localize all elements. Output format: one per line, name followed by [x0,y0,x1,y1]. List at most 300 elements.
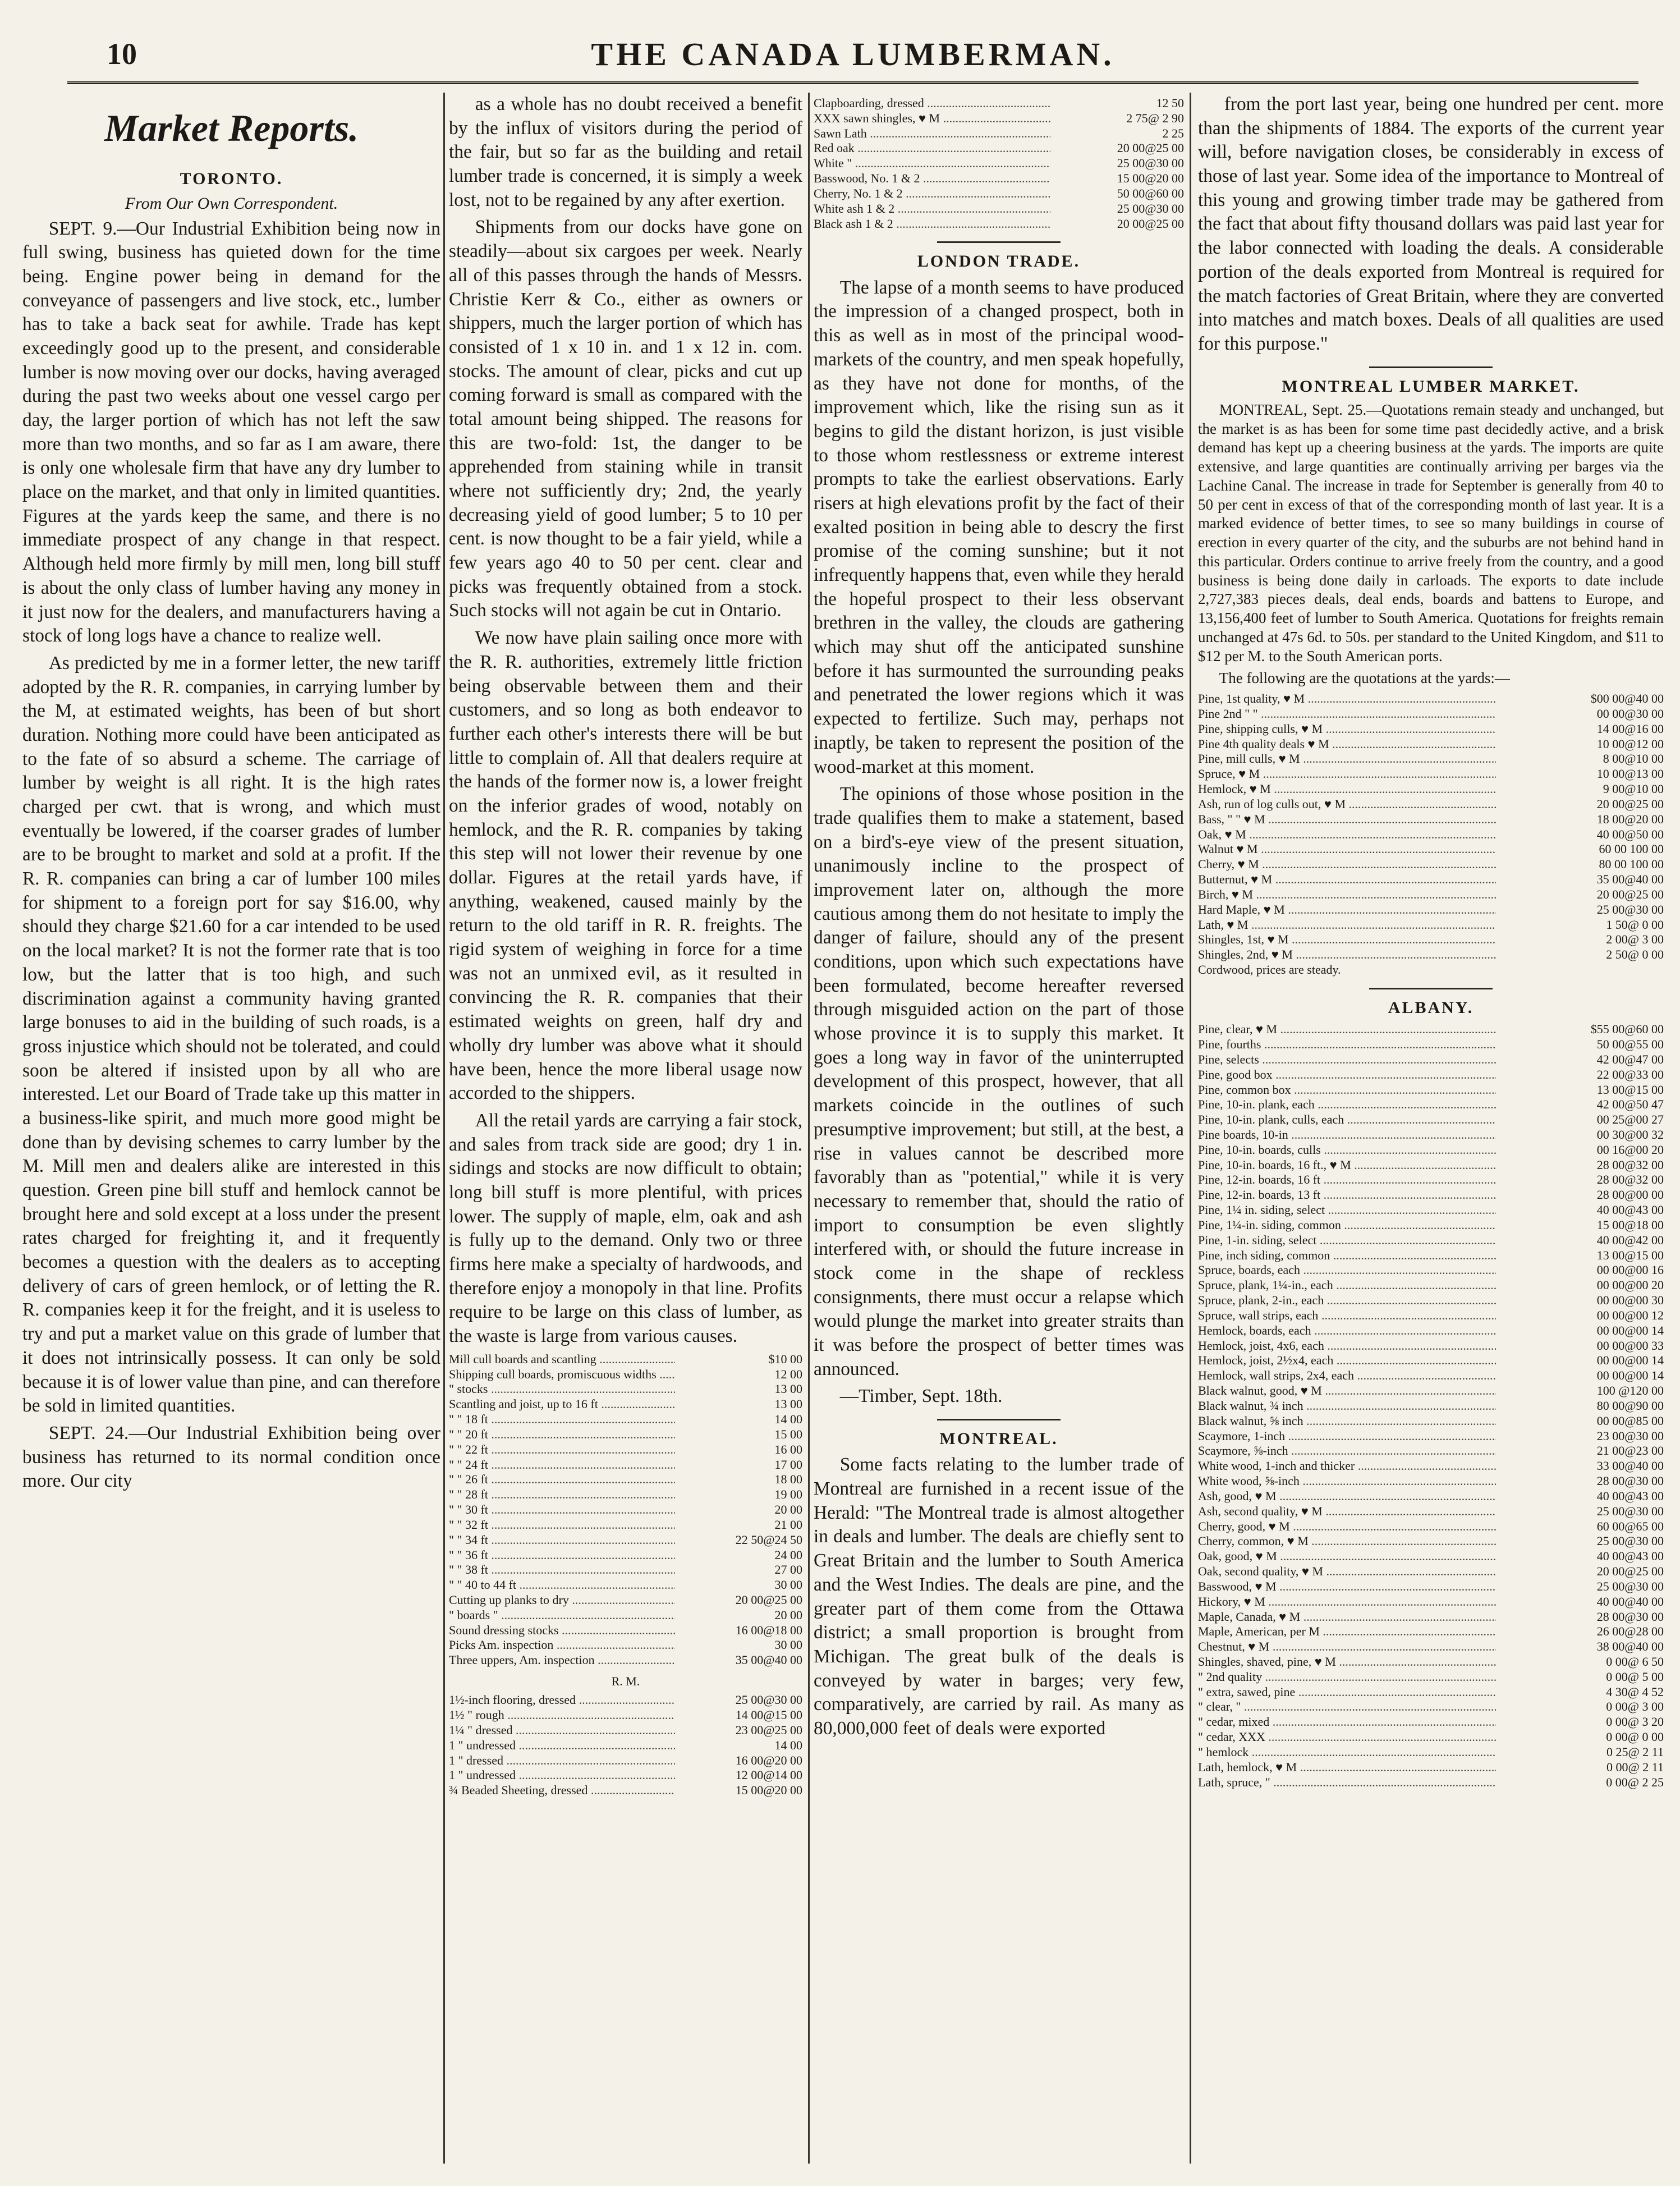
price-value: 16 00 [774,1442,802,1456]
price-row [1198,1248,1664,1263]
price-item: Pine, shipping culls, ♥ M ..... [1198,722,1496,737]
price-value: 00 00@00 30 [1596,1293,1664,1308]
price-value: 0 00@ 2 11 [1606,1759,1664,1774]
price-item: Cherry, good, ♥ M ..... [1198,1519,1496,1534]
price-value: $55 00@60 00 [1590,1022,1664,1037]
price-table [449,1352,802,1668]
price-item: " cedar, XXX ..... [1198,1730,1496,1745]
price-row [1198,1715,1664,1730]
price-item: Shingles, shaved, pine, ♥ M ..... [1198,1655,1496,1670]
price-item: Butternut, ♥ M ..... [1198,872,1496,887]
article-body [449,93,802,1349]
price-item: " " 18 ft ..... [449,1412,675,1427]
price-value: 0 00@ 3 00 [1606,1699,1664,1714]
price-value: 35 00@40 00 [735,1653,802,1667]
price-item: Basswood, No. 1 & 2 ..... [814,171,1050,186]
price-row [1198,1399,1664,1414]
price-value: 00 00@00 12 [1596,1308,1664,1322]
paragraph: The lapse of a month seems to have produced the impression of a changed prospect, both in this as well as in most of the principal wood-markets of the country, and men speak hopefully, as they have not done for months, of the improvement which, like the rising sun as it begins to gild the distant horizon, is just visible to those whom restlessness or extreme interest prompts to take the earliest observations. Early risers at high elevations profit by the fact of their exalted position in being able to descry the first promise of the coming sunshine; but it not infrequently happens that, even while they herald the hopeful prospect to their less observant brethren in the valley, the clouds are gathering which may shut off the anticipated sunshine before it has surmounted the surrounding peaks and penetrated the lower regions which it was expected to fertilize. Such may, perhaps not inaptly, be taken to represent the position of the wood-market at this moment. [814,277,1184,777]
price-row [449,1638,802,1653]
price-item: Spruce, plank, 2-in., each ..... [1198,1293,1496,1308]
price-value: 23 00@30 00 [1596,1428,1664,1443]
price-item: Pine, 10-in. plank, each ..... [1198,1097,1496,1112]
price-value: 15 00@20 00 [735,1783,802,1798]
section-heading: ALBANY. [1388,998,1474,1017]
price-row [449,1458,802,1473]
price-value: 30 00 [774,1578,802,1592]
price-item: Basswood, ♥ M ..... [1198,1579,1496,1594]
price-value: 20 00 [774,1607,802,1622]
price-value: 27 00 [774,1562,802,1577]
paragraph: MONTREAL, Sept. 25.—Quotations remain steady and unchanged, but the market is as has been for some time past decidedly active, and a brisk demand has kept up a cheering business at the yards. The imports are quite extensive, and large quantities are continually arriving per barges via the Lachine Canal. The increase in trade for September is generally from 40 to 50 per cent in excess of that of the corresponding month of last year. It is a marked evidence of better times, to see so many buildings in course of erection in every quarter of the city, and the suburbs are not behind hand in this particular. Orders continue to arrive freely from the country, and a good business is being done daily in carloads. The exports to date include 2,727,383 pieces deals, deal ends, boards and battens to Europe, and 13,156,400 feet of lumber to South America. Quotations for freights remain unchanged at 47s 6d. to 50s. per standard to the United Kingdom, and $11 to $12 per M. to the South American ports. [1198,401,1664,664]
price-row [1198,1143,1664,1158]
price-item: Pine, 1-in. siding, select ..... [1198,1233,1496,1248]
price-row [1198,918,1664,933]
price-item: Mill cull boards and scantling ..... [449,1352,675,1367]
price-item: 1 " dressed ..... [449,1753,675,1768]
price-row [449,1352,802,1367]
price-item: White wood, ⅝-inch ..... [1198,1474,1496,1489]
masthead: THE CANADA LUMBERMAN. [591,36,1115,72]
price-item: Cherry, No. 1 & 2 ..... [814,186,1050,201]
price-row [449,1693,802,1708]
price-value: 00 25@00 27 [1596,1112,1664,1127]
price-row [1198,842,1664,857]
price-value: 25 00@30 00 [1117,156,1184,171]
price-item: " " 22 ft ..... [449,1442,675,1458]
price-value: 16 00@20 00 [735,1753,802,1767]
paragraph: Some facts relating to the lumber trade of Montreal are furnished in a recent issue of the Herald: "The Montreal trade is almost altogether in deals and lumber. The deals are chiefly sent to Great Britain and the lumber to South America and the West Indies. The deals are pine, and the greater part of them come from the Ottawa district; a small proportion is brought from Michigan. The great bulk of the deals is conveyed by water in barges; very few, comparatively, are carried by rail. As many as 80,000,000 feet of deals were exported [814,1454,1184,1739]
price-value: 35 00@40 00 [1596,872,1664,887]
price-row [1198,1052,1664,1067]
price-value: 25 00@30 00 [735,1693,802,1707]
price-item: Cherry, ♥ M ..... [1198,857,1496,872]
price-row [814,186,1184,201]
price-row [1198,1579,1664,1594]
price-row [1198,1128,1664,1143]
price-item: " " 30 ft ..... [449,1502,675,1518]
price-value: 15 00 [774,1427,802,1441]
price-item: Birch, ♥ M ..... [1198,887,1496,902]
price-row [1198,1564,1664,1579]
price-value: 2 75@ 2 90 [1126,111,1184,125]
price-item: 1½ " rough ..... [449,1708,675,1723]
price-row [814,96,1184,111]
price-item: " " 36 ft ..... [449,1548,675,1563]
price-item: Scaymore, 1-inch ..... [1198,1429,1496,1444]
price-item: " extra, sawed, pine ..... [1198,1685,1496,1700]
price-row [814,126,1184,141]
price-row [814,141,1184,156]
divider [1369,988,1493,989]
price-value: 21 00@23 00 [1596,1443,1664,1458]
price-value: 14 00 [774,1738,802,1752]
price-value: 23 00@25 00 [735,1722,802,1737]
price-value: 10 00@12 00 [1596,736,1664,751]
price-item: Pine, fourths ..... [1198,1037,1496,1052]
price-row [1198,1323,1664,1339]
article-body [814,276,1184,1409]
price-value: 0 00@ 5 00 [1606,1669,1664,1684]
price-item: Pine, 1st quality, ♥ M ..... [1198,691,1496,707]
price-item: Scaymore, ⅝-inch ..... [1198,1443,1496,1459]
price-row [449,1472,802,1487]
price-item: Ash, good, ♥ M ..... [1198,1489,1496,1504]
price-item: Cutting up planks to dry ..... [449,1593,675,1608]
price-row [814,111,1184,126]
price-item: Shingles, 2nd, ♥ M ..... [1198,947,1496,963]
price-row [1198,1655,1664,1670]
price-value: 0 00@ 6 50 [1606,1654,1664,1669]
price-item: " boards " ..... [449,1608,675,1623]
price-row [1198,1037,1664,1052]
price-row [1198,797,1664,812]
price-item: " cedar, mixed ..... [1198,1715,1496,1730]
price-row [449,1783,802,1798]
price-value: 40 00@42 00 [1596,1232,1664,1247]
price-row [1198,707,1664,722]
price-value: 20 00 [774,1502,802,1517]
price-row [814,156,1184,171]
price-item: Pine, mill culls, ♥ M ..... [1198,751,1496,767]
price-value: 8 00@10 00 [1603,751,1664,766]
price-item: 1 " undressed ..... [449,1738,675,1753]
price-row [1198,1474,1664,1489]
column-rule [1190,93,1191,2164]
price-item: Pine, 12-in. boards, 13 ft ..... [1198,1188,1496,1203]
price-row [1198,1158,1664,1173]
price-row [814,217,1184,232]
price-item: Pine, 1¼-in. siding, common ..... [1198,1218,1496,1233]
paragraph: SEPT. 24.—Our Industrial Exhibition being over business has returned to its normal condition once more. Our city [22,1422,440,1492]
price-value: 00 00@00 14 [1596,1353,1664,1368]
price-table [449,1693,802,1798]
page-number: 10 [107,37,137,71]
price-row [1198,1203,1664,1218]
price-row [1198,737,1664,752]
price-item: " " 40 to 44 ft ..... [449,1578,675,1593]
price-value: 19 00 [774,1487,802,1502]
price-value: 40 00@43 00 [1596,1488,1664,1503]
price-row [1198,1639,1664,1655]
price-item: Sound dressing stocks ..... [449,1623,675,1638]
price-item: " stocks ..... [449,1382,675,1397]
price-item: Spruce, ♥ M ..... [1198,767,1496,782]
price-item: White wood, 1-inch and thicker ..... [1198,1459,1496,1474]
price-value: 10 00@13 00 [1596,767,1664,781]
price-item: 1 " undressed ..... [449,1768,675,1783]
page-header [67,31,1638,84]
price-table [1198,1022,1664,1790]
price-row [1198,887,1664,902]
paragraph: As predicted by me in a former letter, the new tariff adopted by the R. R. companies, in carrying lumber by the M, at estimated weights, has been of but short duration. Nothing more could have been anticipated as to the fate of so absurd a scheme. The carriage of lumber by weight is all right. It is the high rates charged per cwt. that is wrong, and which must eventually be lowered, if the coarser grades of lumber are to be brought to market and sold at a profit. If the R. R. companies can bring a car of lumber 100 miles for shipment to a foreign port for say $16.00, why should they charge $21.60 for a car intended to be used on the local market? It is not the former rate that is too low, but the latter that is too high, and such discrimination against a community having granted large bonuses to aid in the building of such roads, is a gross injustice which should not be tolerated, and could soon be altered if insisted upon by all who are interested. Let our Board of Trade take up this matter in a business-like spirit, and much more good might be done than by devising schemes to carry lumber by the M. Mill men and dealers alike are interested in this question. Green pine bill stuff and hemlock cannot be brought here and sold except at a loss under the present rates charged for freighting it, and it frequently becomes a question with the dealers as to accepting delivery of cars of green hemlock, or of letting the R. R. companies keep it for the freight, and it is useless to try and put a market value on this grade of lumber that it does not intrinsically possess. It can only be sold because it is of lower value than pine, and can therefore be sold in limited quantities. [22,652,440,1417]
price-value: 13 00@15 00 [1596,1082,1664,1097]
price-value: 00 00@00 20 [1596,1278,1664,1293]
price-row [449,1753,802,1768]
price-value: 28 00@00 00 [1596,1188,1664,1202]
price-value: 20 00@25 00 [1596,887,1664,901]
price-row [1198,963,1664,978]
price-row [449,1768,802,1783]
price-value: 00 16@00 20 [1596,1142,1664,1157]
price-row [1198,1429,1664,1444]
price-row [1198,1670,1664,1685]
price-value: 13 00 [774,1397,802,1411]
table-subheading: R. M. [611,1674,640,1689]
column-1 [22,93,440,2169]
price-row [1198,932,1664,947]
price-value: 12 00 [774,1367,802,1381]
price-row [1198,1383,1664,1399]
price-row [1198,947,1664,963]
price-value: 80 00@90 00 [1596,1398,1664,1413]
price-value: 15 00@20 00 [1117,171,1184,186]
price-row [449,1382,802,1397]
price-row [1198,1610,1664,1625]
price-item: Ash, run of log culls out, ♥ M ..... [1198,797,1496,812]
price-row [1198,1760,1664,1775]
price-item: " " 20 ft ..... [449,1427,675,1442]
price-value: 13 00@15 00 [1596,1248,1664,1262]
price-row [449,1578,802,1593]
section-heading: MONTREAL. [939,1429,1058,1449]
price-value: 0 00@ 0 00 [1606,1730,1664,1744]
price-item: Maple, Canada, ♥ M ..... [1198,1610,1496,1625]
price-item: Bass, " " ♥ M ..... [1198,812,1496,827]
price-value: 14 00@15 00 [735,1708,802,1722]
price-item: " hemlock ..... [1198,1745,1496,1760]
price-item: Pine, 1¼ in. siding, select ..... [1198,1203,1496,1218]
price-row [1198,1414,1664,1429]
price-item: White " ..... [814,156,1050,171]
price-item: Black walnut, ⅝ inch ..... [1198,1414,1496,1429]
price-value: 00 00@00 14 [1596,1323,1664,1337]
price-item: Hemlock, wall strips, 2x4, each ..... [1198,1368,1496,1383]
price-item: Spruce, wall strips, each ..... [1198,1308,1496,1323]
byline: From Our Own Correspondent. [125,194,338,213]
price-value: 40 00@50 00 [1596,827,1664,841]
price-row [1198,1339,1664,1354]
price-row [449,1608,802,1623]
price-value: 14 00 [774,1412,802,1427]
price-item: Hickory, ♥ M ..... [1198,1594,1496,1610]
divider [1369,366,1493,368]
price-row [449,1653,802,1668]
price-value: 100 @120 00 [1596,1383,1664,1398]
price-value: 40 00@43 00 [1596,1203,1664,1217]
price-row [814,201,1184,217]
paragraph: The following are the quotations at the yards:— [1219,670,1510,687]
price-item: Black ash 1 & 2 ..... [814,217,1050,232]
price-row [1198,1489,1664,1504]
price-value: 40 00@40 00 [1596,1594,1664,1608]
price-item: Oak, good, ♥ M ..... [1198,1549,1496,1564]
price-row [1198,1745,1664,1760]
price-item: Oak, second quality, ♥ M ..... [1198,1564,1496,1579]
price-value: 00 30@00 32 [1596,1128,1664,1142]
price-row [1198,872,1664,887]
price-value: 42 00@50 47 [1596,1097,1664,1112]
paragraph: as a whole has no doubt received a benefit by the influx of visitors during the period of the fair, but so far as the building and retail lumber trade is concerned, it is simply a week lost, not to be regained by any after exertion. [449,94,802,210]
price-item: Spruce, boards, each ..... [1198,1263,1496,1278]
price-item: Pine, 12-in. boards, 16 ft ..... [1198,1172,1496,1188]
price-value: 42 00@47 00 [1596,1052,1664,1066]
section-title: Market Reports. [104,107,359,149]
price-value: 50 00@55 00 [1596,1037,1664,1052]
section-heading: TORONTO. [180,169,283,188]
column-rule [443,93,445,2164]
price-item: Pine 4th quality deals ♥ M ..... [1198,737,1496,752]
price-row [449,1502,802,1518]
price-value: 2 50@ 0 00 [1606,947,1664,962]
price-row [449,1708,802,1723]
price-item: " " 24 ft ..... [449,1458,675,1473]
price-row [1198,812,1664,827]
price-value: 20 00@25 00 [1117,141,1184,155]
price-row [1198,1188,1664,1203]
price-row [1198,857,1664,872]
column-rule [808,93,810,2164]
price-item: Pine, 10-in. boards, culls ..... [1198,1143,1496,1158]
column-4 [1198,93,1664,2169]
price-value: 15 00@18 00 [1596,1217,1664,1232]
price-row [1198,1699,1664,1715]
price-item: Black walnut, ¾ inch ..... [1198,1399,1496,1414]
price-value: 00 00@85 00 [1596,1413,1664,1428]
price-value: 25 00@30 00 [1596,1579,1664,1593]
price-row [449,1487,802,1502]
price-value: 00 00@00 33 [1596,1338,1664,1353]
price-value: 12 50 [1156,96,1184,110]
price-item: Shingles, 1st, ♥ M ..... [1198,932,1496,947]
price-item: Three uppers, Am. inspection ..... [449,1653,675,1668]
section-heading: MONTREAL LUMBER MARKET. [1282,377,1580,396]
price-item: Spruce, plank, 1¼-in., each ..... [1198,1278,1496,1293]
price-row [814,171,1184,186]
price-value: 20 00@25 00 [1117,216,1184,231]
price-value: 40 00@43 00 [1596,1549,1664,1564]
price-item: Red oak ..... [814,141,1050,156]
price-row [1198,1263,1664,1278]
price-item: Pine, good box ..... [1198,1067,1496,1083]
price-row [1198,902,1664,918]
price-value: 28 00@30 00 [1596,1474,1664,1488]
price-value: 0 25@ 2 11 [1606,1744,1664,1759]
price-row [1198,782,1664,797]
price-row [449,1397,802,1412]
price-row [1198,1172,1664,1188]
price-value: 00 00@00 14 [1596,1368,1664,1383]
price-item: Hemlock, joist, 4x6, each ..... [1198,1339,1496,1354]
price-row [1198,751,1664,767]
price-value: 18 00@20 00 [1596,812,1664,826]
price-value: 4 30@ 4 52 [1606,1684,1664,1699]
price-value: 25 00@30 00 [1596,1534,1664,1548]
price-row [449,1367,802,1382]
column-2 [449,93,802,2169]
price-value: 60 00 100 00 [1599,842,1664,856]
price-item: Cordwood, prices are steady. [1198,963,1341,977]
price-row [1198,1504,1664,1519]
price-item: Hard Maple, ♥ M ..... [1198,902,1496,918]
price-item: Maple, American, per M ..... [1198,1624,1496,1639]
price-row [1198,691,1664,707]
column-3 [814,93,1184,2169]
price-row [1198,1459,1664,1474]
price-item: " " 26 ft ..... [449,1472,675,1487]
price-row [1198,767,1664,782]
price-item: Lath, hemlock, ♥ M ..... [1198,1760,1496,1775]
price-value: 0 00@ 2 25 [1606,1775,1664,1789]
price-value: $10 00 [768,1351,802,1366]
price-item: White ash 1 & 2 ..... [814,201,1050,217]
price-item: Pine, inch siding, common ..... [1198,1248,1496,1263]
price-row [1198,1067,1664,1083]
price-value: 18 00 [774,1472,802,1487]
price-row [1198,1534,1664,1549]
price-row [1198,1278,1664,1293]
price-value: 16 00@18 00 [735,1623,802,1637]
price-value: 26 00@28 00 [1596,1624,1664,1639]
price-row [1198,1022,1664,1037]
price-value: 28 00@32 00 [1596,1172,1664,1187]
price-row [1198,1685,1664,1700]
article-body [1198,93,1664,356]
price-value: 28 00@32 00 [1596,1157,1664,1172]
article-body [1198,401,1664,688]
price-item: Pine, 10-in. plank, culls, each ..... [1198,1112,1496,1128]
price-row [1198,1353,1664,1368]
price-row [449,1427,802,1442]
price-value: 20 00@25 00 [1596,796,1664,811]
price-value: 50 00@60 00 [1117,186,1184,200]
price-value: 2 25 [1162,126,1184,140]
price-row [1198,1083,1664,1098]
price-value: 25 00@30 00 [1596,902,1664,916]
price-item: Lath, ♥ M ..... [1198,918,1496,933]
price-item: " " 38 ft ..... [449,1562,675,1578]
price-value: 33 00@40 00 [1596,1459,1664,1473]
paragraph: —Timber, Sept. 18th. [839,1386,1003,1407]
price-value: 21 00 [774,1517,802,1532]
price-row [1198,1097,1664,1112]
price-row [1198,722,1664,737]
price-value: 25 00@30 00 [1117,201,1184,216]
price-value [1496,963,1664,978]
price-item: Chestnut, ♥ M ..... [1198,1639,1496,1655]
section-heading: LONDON TRADE. [917,252,1081,271]
price-item: " " 32 ft ..... [449,1518,675,1533]
price-table [814,96,1184,231]
price-item: 1¼ " dressed ..... [449,1723,675,1738]
price-value: 12 00@14 00 [735,1768,802,1782]
price-item: Clapboarding, dressed ..... [814,96,1050,111]
divider [937,241,1061,243]
price-item: " 2nd quality ..... [1198,1670,1496,1685]
price-item: Oak, ♥ M ..... [1198,827,1496,842]
price-item: Picks Am. inspection ..... [449,1638,675,1653]
paragraph: SEPT. 9.—Our Industrial Exhibition being now in full swing, business has quieted down for the time being. Engine power being in demand for the conveyance of passengers and live stock, etc., lumber has to take a back seat for awhile. Trade has kept exceedingly good up to the present, and considerable lumber is now moving over our docks, having averaged during the past two weeks about one vessel cargo per day, the larger portion of which has not left the saw more than two months, and so far as I am aware, there is only one wholesale firm that have any dry lumber to place on the market, and that only in limited quantities. Figures at the yards keep the same, and there is no immediate prospect of any change in that respect. Although held more firmly by mill men, long bill stuff is about the only class of lumber having any money in it just now for the dealers, and manufacturers having a stock of long logs have a chance to realize well. [22,218,440,647]
price-item: Pine 2nd " " ..... [1198,707,1496,722]
price-row [1198,1233,1664,1248]
price-row [449,1548,802,1563]
price-item: Lath, spruce, " ..... [1198,1775,1496,1790]
price-item: XXX sawn shingles, ♥ M ..... [814,111,1050,126]
paragraph: from the port last year, being one hundred per cent. more than the shipments of 1884. The exports of the current year will, before navigation closes, be considerably in excess of those of last year. Some idea of the importance to Montreal of this young and growing timber trade may be gathered from the fact that about fifty thousand dollars was paid last year for the labor connected with loading the deals. A considerable portion of the deals exported from Montreal is required for the match factories of Great Britain, where they are converted into matches and match boxes. Deals of all qualities are used for this purpose." [1198,94,1664,354]
price-row [1198,1308,1664,1323]
price-row [449,1738,802,1753]
price-value: 14 00@16 00 [1596,721,1664,736]
